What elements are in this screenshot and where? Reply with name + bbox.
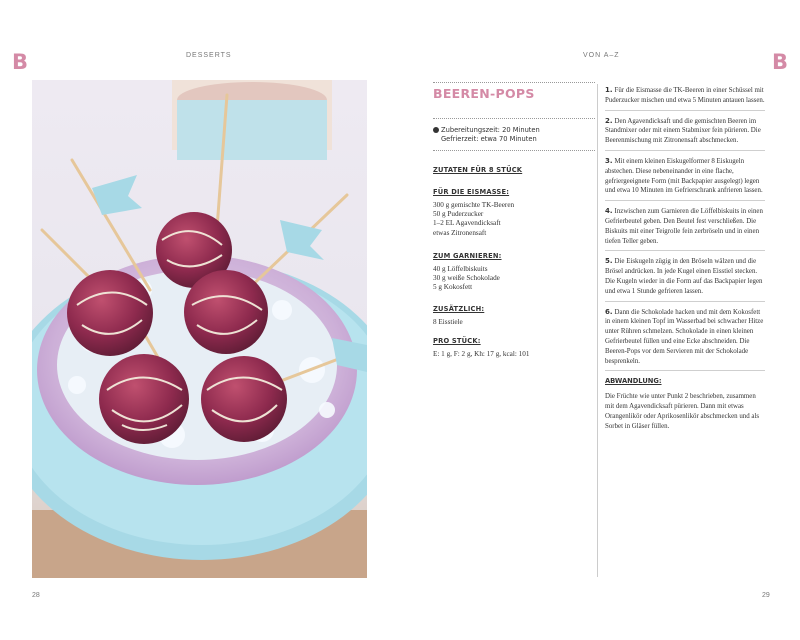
nutrition-info bbox=[433, 350, 529, 359]
prep-rule bbox=[433, 150, 595, 151]
ingredient-item: etwas Zitronensaft bbox=[433, 228, 487, 237]
recipe-title: BEEREN-POPS bbox=[433, 86, 535, 101]
section-heading-garnieren: ZUM GARNIEREN: bbox=[433, 252, 502, 260]
chapter-letter-left: B bbox=[12, 50, 29, 74]
ingredient-list-garnieren bbox=[433, 265, 500, 293]
ingredient-item: 300 g gemischte TK-Beeren bbox=[433, 201, 515, 209]
yield-heading: ZUTATEN FÜR 8 STÜCK bbox=[433, 166, 523, 174]
ingredient-item: 1–2 EL Agavendicksaft bbox=[433, 219, 501, 228]
section-heading-pro-stueck: PRO STÜCK: bbox=[433, 337, 481, 345]
variation-heading: ABWANDLUNG: bbox=[605, 377, 662, 386]
variation-text: Die Früchte wie unter Punkt 2 beschrieben, zusammen mit dem Agavendicksaft pürieren. Dann mit etwas Orangenlikör oder Aprikosenlikör abschmecken und als Sorbet in Gläser füllen. bbox=[605, 393, 760, 430]
step-6: 6. Dann die Schokolade hacken und mit dem Kokosfett in einem kleinen Topf im Wasserbad bei schwacher Hitze unter Rühren schmelzen. Schokolade in einen kleinen Gefrierbeutel füllen und eine Ecke abschneiden. Die Beeren-Pops vor dem Servieren mit der Schokolade besprenkeln. bbox=[605, 308, 765, 372]
photo-illustration bbox=[32, 80, 367, 578]
chapter-letter-right: B bbox=[772, 50, 789, 74]
step-3: 3. Mit einem kleinen Eiskugelformer 8 Eiskugeln abstechen. Diese nebeneinander in eine flache, gefriergeeignete Form (mit Backpapier ausgelegt) legen und etwa 10 Minuten im Gefrierschrank anfrieren lassen. bbox=[605, 157, 765, 201]
step-4: 4. Inzwischen zum Garnieren die Löffelbiskuits in einen Gefrierbeutel geben. Den Beutel fest verschließen. Die Biskuits mit einer Teigrolle fein zerbröseln und in einen tiefen Teller geben. bbox=[605, 207, 765, 251]
ingredient-item: 8 Eisstiele bbox=[433, 318, 463, 326]
instruction-steps bbox=[605, 86, 765, 432]
recipe-photo bbox=[32, 80, 367, 578]
page-number-right: 29 bbox=[762, 592, 770, 599]
ingredient-item: 50 g Puderzucker bbox=[433, 210, 484, 219]
column-divider bbox=[597, 84, 598, 577]
freeze-time: Gefrierzeit: etwa 70 Minuten bbox=[441, 135, 537, 143]
step-2: 2. Den Agavendicksaft und die gemischten Beeren im Standmixer oder mit einem Stabmixer fein pürieren. Die Beerenmischung mit Zitronensaft abschmecken. bbox=[605, 117, 765, 151]
section-heading-zusaetzlich: ZUSÄTZLICH: bbox=[433, 305, 485, 313]
section-heading-eismasse: FÜR DIE EISMASSE: bbox=[433, 188, 510, 196]
ingredient-list-eismasse bbox=[433, 201, 514, 238]
ingredient-list-zusaetzlich bbox=[433, 318, 463, 327]
ingredient-item: 40 g Löffelbiskuits bbox=[433, 265, 488, 273]
clock-icon bbox=[433, 127, 439, 133]
ingredient-item: 5 g Kokosfett bbox=[433, 283, 473, 292]
prep-times bbox=[433, 126, 603, 144]
page-number-left: 28 bbox=[32, 592, 40, 599]
prep-time: Zubereitungszeit: 20 Minuten bbox=[441, 126, 540, 134]
running-head-right: VON A–Z bbox=[583, 52, 620, 59]
title-rule-top bbox=[433, 82, 595, 83]
nutrition-values: E: 1 g, F: 2 g, Kh: 17 g, kcal: 101 bbox=[433, 350, 530, 358]
step-5: 5. Die Eiskugeln zügig in den Bröseln wälzen und die Brösel andrücken. In jede Kugel einen Eisstiel stecken. Die Kugeln wieder in die Form auf das Backpapier legen und etwa 1 Stunde gefrieren lassen. bbox=[605, 257, 765, 301]
ingredient-item: 30 g weiße Schokolade bbox=[433, 274, 500, 283]
title-rule-bottom bbox=[433, 118, 595, 119]
running-head-left: DESSERTS bbox=[186, 52, 232, 59]
step-1: 1. Für die Eismasse die TK-Beeren in einer Schüssel mit Puderzucker mischen und etwa 5 Minuten antauen lassen. bbox=[605, 86, 765, 111]
